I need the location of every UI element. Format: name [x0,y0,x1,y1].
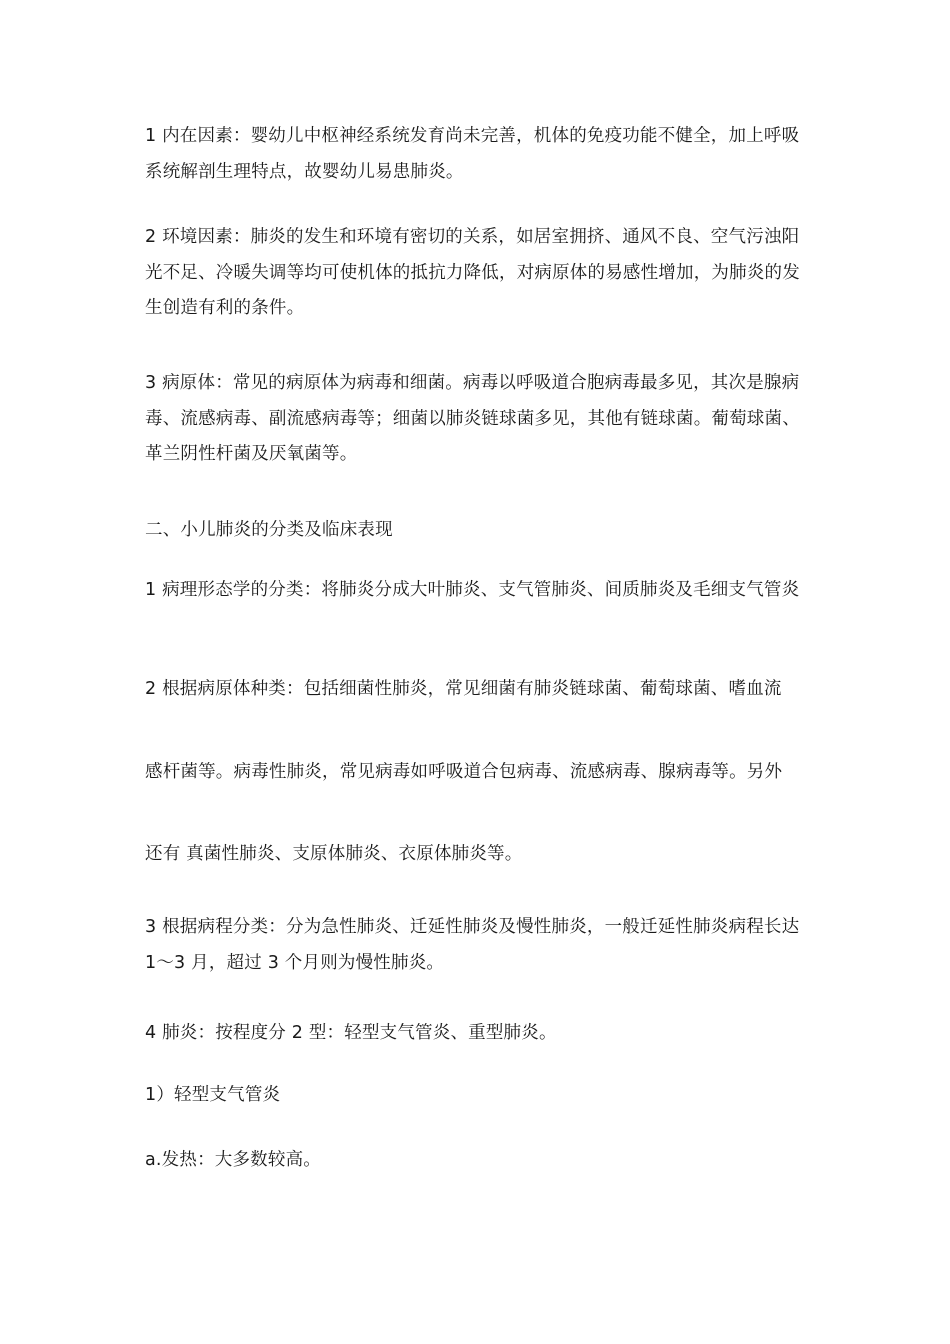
paragraph-pathogens: 3 病原体：常见的病原体为病毒和细菌。病毒以呼吸道合胞病毒最多见，其次是腺病毒、流感病毒、副流感病毒等；细菌以肺炎链球菌多见，其他有链球菌。葡萄球菌、革兰阴性杆菌及厌氧菌等。 [145,373,800,464]
list-item-fever: a.发热：大多数较高。 [145,1150,321,1170]
paragraph-course-classification: 3 根据病程分类：分为急性肺炎、迁延性肺炎及慢性肺炎，一般迁延性肺炎病程长达 1～3 月，超过 3 个月则为慢性肺炎。 [145,917,800,973]
paragraph-internal-factors: 1 内在因素：婴幼儿中枢神经系统发育尚未完善，机体的免疫功能不健全，加上呼吸系统解剖生理特点，故婴幼儿易患肺炎。 [145,126,800,182]
paragraph-severity: 4 肺炎：按程度分 2 型：轻型支气管炎、重型肺炎。 [145,1023,557,1043]
section-heading-classification: 二、小儿肺炎的分类及临床表现 [145,520,393,540]
paragraph-pathogen-type-line-1: 2 根据病原体种类：包括细菌性肺炎，常见细菌有肺炎链球菌、葡萄球菌、嗜血流 [145,679,782,699]
subheading-mild-bronchitis: 1）轻型支气管炎 [145,1085,281,1105]
paragraph-pathogen-type-line-3: 还有 真菌性肺炎、支原体肺炎、衣原体肺炎等。 [145,844,523,864]
paragraph-environment-factors: 2 环境因素：肺炎的发生和环境有密切的关系，如居室拥挤、通风不良、空气污浊阳光不足、冷暖失调等均可使机体的抵抗力降低，对病原体的易感性增加，为肺炎的发生创造有利的条件。 [145,227,800,318]
paragraph-pathogen-type-line-2: 感杆菌等。病毒性肺炎，常见病毒如呼吸道合包病毒、流感病毒、腺病毒等。另外 [145,762,783,782]
paragraph-pathology-classification: 1 病理形态学的分类：将肺炎分成大叶肺炎、支气管肺炎、间质肺炎及毛细支气管炎 [145,580,800,600]
